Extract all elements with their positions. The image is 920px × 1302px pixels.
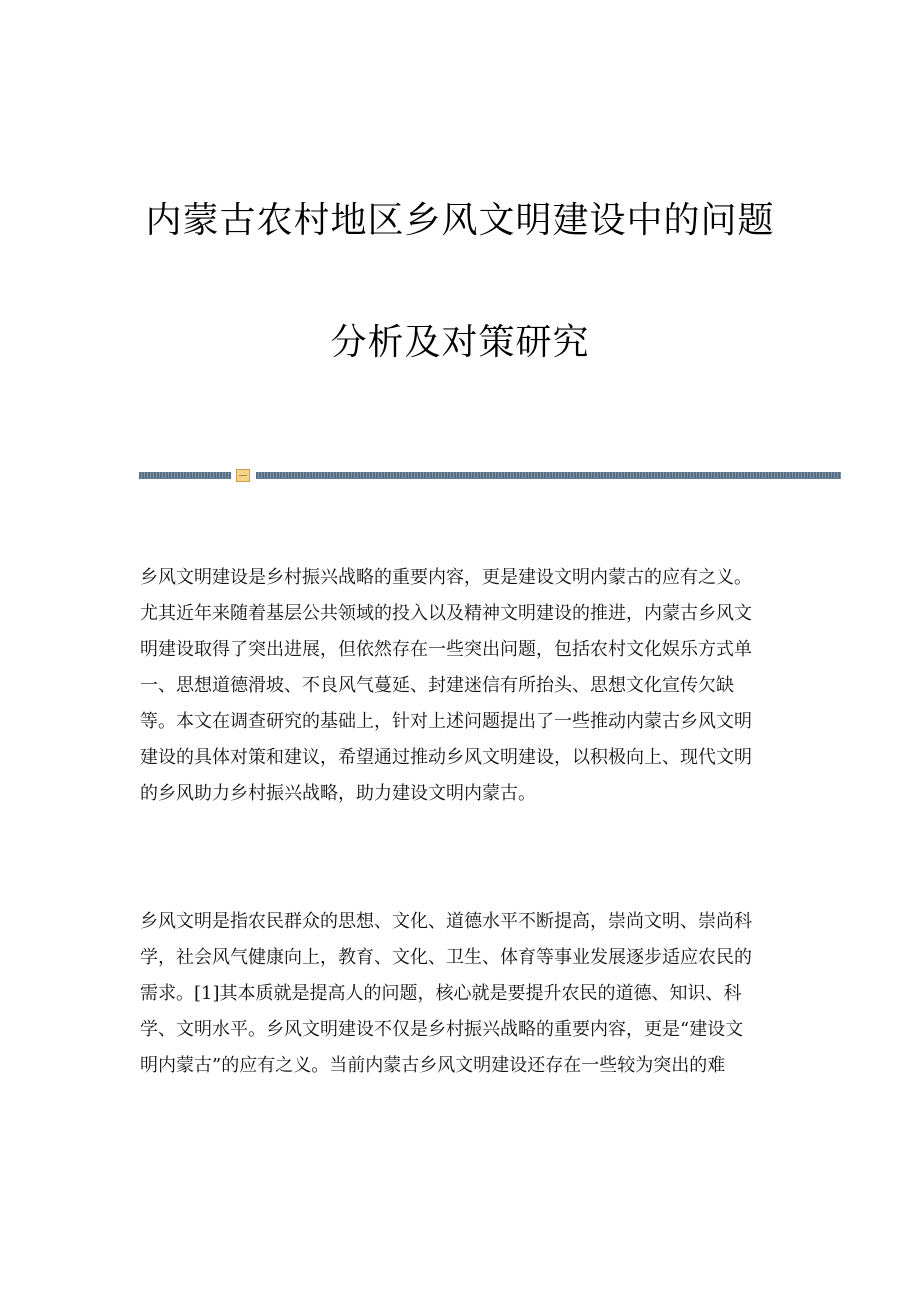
paragraph-line: 学，社会风气健康向上，教育、文化、卫生、体育等事业发展逐步适应农民的 (140, 947, 752, 968)
paragraph-line: 明内蒙古”的应有之义。当前内蒙古乡风文明建设还存在一些较为突出的难 (140, 1055, 726, 1076)
paragraph-line: 需求。[1]其本质就是提高人的问题，核心就是要提升农民的道德、知识、科 (140, 983, 742, 1004)
paragraph-line: 乡风文明是指农民群众的思想、文化、道德水平不断提高，崇尚文明、崇尚科 (140, 911, 752, 932)
paragraph-line: 的乡风助力乡村振兴战略，助力建设文明内蒙古。 (140, 783, 536, 804)
document-title-line-1: 内蒙古农村地区乡风文明建设中的问题 (145, 200, 775, 241)
paragraph-line: 等。本文在调查研究的基础上，针对上述问题提出了一些推动内蒙古乡风文明 (140, 711, 752, 732)
paragraph-line: 一、思想道德滑坡、不良风气蔓延、封建迷信有所抬头、思想文化宣传欠缺 (140, 675, 734, 696)
paragraph-line: 建设的具体对策和建议，希望通过推动乡风文明建设，以积极向上、现代文明 (140, 747, 752, 768)
paragraph-line: 乡风文明建设是乡村振兴战略的重要内容，更是建设文明内蒙古的应有之义。 (140, 567, 752, 588)
paragraph-abstract (140, 560, 780, 812)
divider-ornament-icon (236, 469, 250, 482)
divider-bar-left (139, 472, 231, 479)
title-divider (139, 468, 841, 484)
paragraph-line: 明建设取得了突出进展，但依然存在一些突出问题，包括农村文化娱乐方式单 (140, 639, 752, 660)
divider-bar-right (256, 472, 841, 479)
paragraph-definition (140, 904, 780, 1084)
paragraph-line: 学、文明水平。乡风文明建设不仅是乡村振兴战略的重要内容，更是“建设文 (140, 1019, 744, 1040)
document-title-line-2: 分析及对策研究 (330, 322, 590, 363)
paragraph-line: 尤其近年来随着基层公共领域的投入以及精神文明建设的推进，内蒙古乡风文 (140, 603, 752, 624)
